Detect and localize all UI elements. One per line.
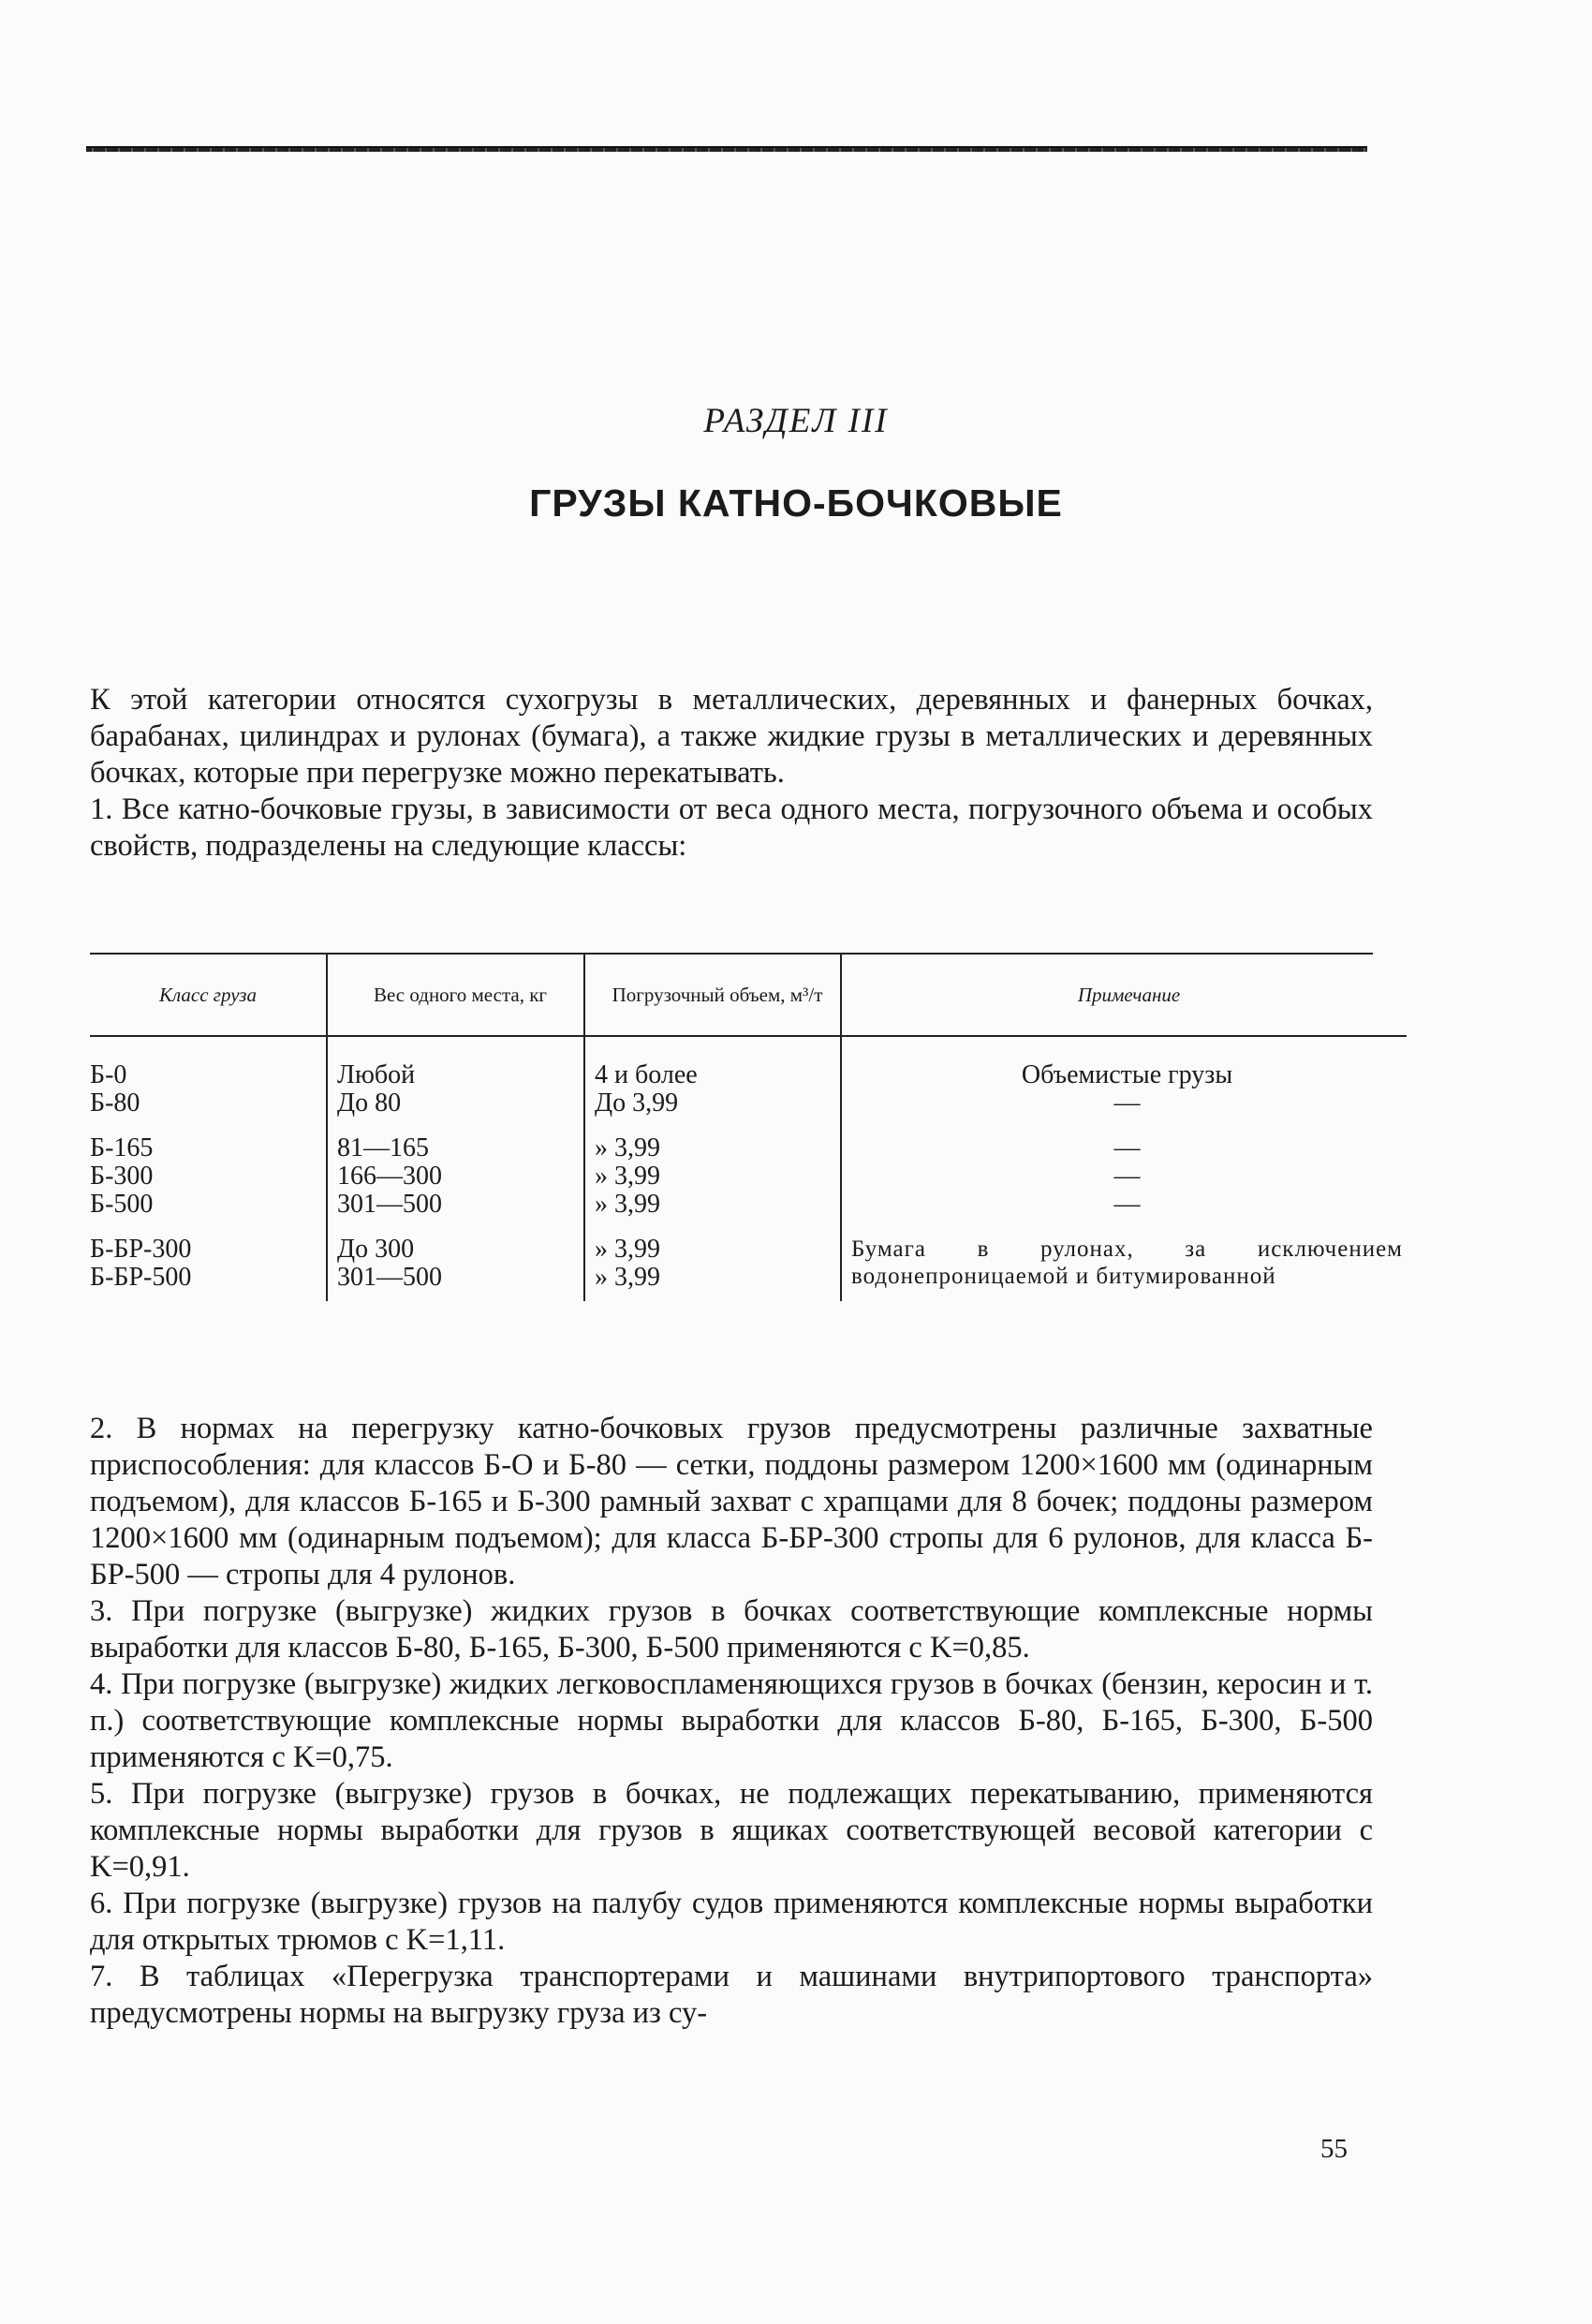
cell-note: Объемистые грузы —	[841, 1036, 1407, 1118]
cell-weight: 81—165 166—300 301—500	[327, 1118, 584, 1219]
cell-volume: » 3,99 » 3,99 » 3,99	[584, 1118, 841, 1219]
header-cargo-class: Класс груза	[90, 955, 327, 1036]
cell-note: — — —	[841, 1118, 1407, 1219]
cell-weight: До 300 301—500	[327, 1219, 584, 1301]
header-volume: Погрузочный объем, м³/т	[584, 955, 841, 1036]
numbered-paragraphs: 2. В нормах на перегрузку катно-бочковых грузов предусмотрены различные захватные приспособления: для классов Б-О и Б-80 — сетки, поддоны размером 1200×1600 мм (одинарным подъемом), для классов Б-165 и Б-300 рамный захват с храпцами для 8 бочек; поддоны размером 1200×1600 мм (одинарным подъемом); для класса Б-БР-300 стропы для 6 рулонов, для класса Б-БР-500 — стропы для 4 рулонов. 3. При погрузке (выгрузке) жидких грузов в бочках соответствующие комплексные нормы выработки для классов Б-80, Б-165, Б-300, Б-500 применяются с K=0,85. 4. При погрузке (выгрузке) жидких легковоспламеняющихся грузов в бочках (бензин, керосин и т. п.) соответствующие комплексные нормы выработки для классов Б-80, Б-165, Б-300, Б-500 применяются с K=0,75. 5. При погрузке (выгрузке) грузов в бочках, не подлежащих перекатыванию, применяются комплексные нормы выработки для грузов в ящиках соответствующей весовой категории с K=0,91. 6. При погрузке (выгрузке) грузов на палубу судов применяются комплексные нормы выработки для открытых трюмов с K=1,11. 7. В таблицах «Перегрузка транспортерами и машинами внутрипортового транспорта» предусмотрены нормы на выгрузку груза из су-	[90, 1412, 1373, 2030]
table-row	[90, 1118, 1407, 1219]
cargo-class-table	[90, 953, 1403, 1301]
section-heading: РАЗДЕЛ III	[703, 402, 889, 440]
cell-class: Б-165 Б-300 Б-500	[90, 1133, 154, 1219]
table-row	[90, 1036, 1407, 1118]
cell-weight: Любой До 80	[327, 1036, 584, 1118]
section-title: ГРУЗЫ КАТНО-БОЧКОВЫЕ	[529, 481, 1063, 525]
cell-volume: » 3,99 » 3,99	[584, 1219, 841, 1301]
cell-class: Б-БР-300 Б-БР-500	[90, 1235, 192, 1292]
header-weight: Вес одного места, кг	[327, 955, 584, 1036]
cell-class: Б-0 Б-80	[90, 1060, 140, 1118]
cell-note: Бумага в рулонах, за исключением водонепроницаемой и битумированной	[841, 1219, 1407, 1301]
top-rule	[86, 146, 1367, 152]
table-header-row	[90, 955, 1407, 1036]
page-number: 55	[1320, 2134, 1348, 2164]
cell-volume: 4 и более До 3,99	[584, 1036, 841, 1118]
intro-text: К этой категории относятся сухогрузы в металлических, деревянных и фанерных бочках, барабанах, цилиндрах и рулонах (бумага), а также жидкие грузы в металлических и деревянных бочках, которые при перегрузке можно перекатывать. 1. Все катно-бочковые грузы, в зависимости от веса одного места, погрузочного объема и особых свойств, подразделены на следующие классы:	[90, 683, 1373, 863]
header-note: Примечание	[841, 955, 1407, 1036]
table-row	[90, 1219, 1407, 1301]
